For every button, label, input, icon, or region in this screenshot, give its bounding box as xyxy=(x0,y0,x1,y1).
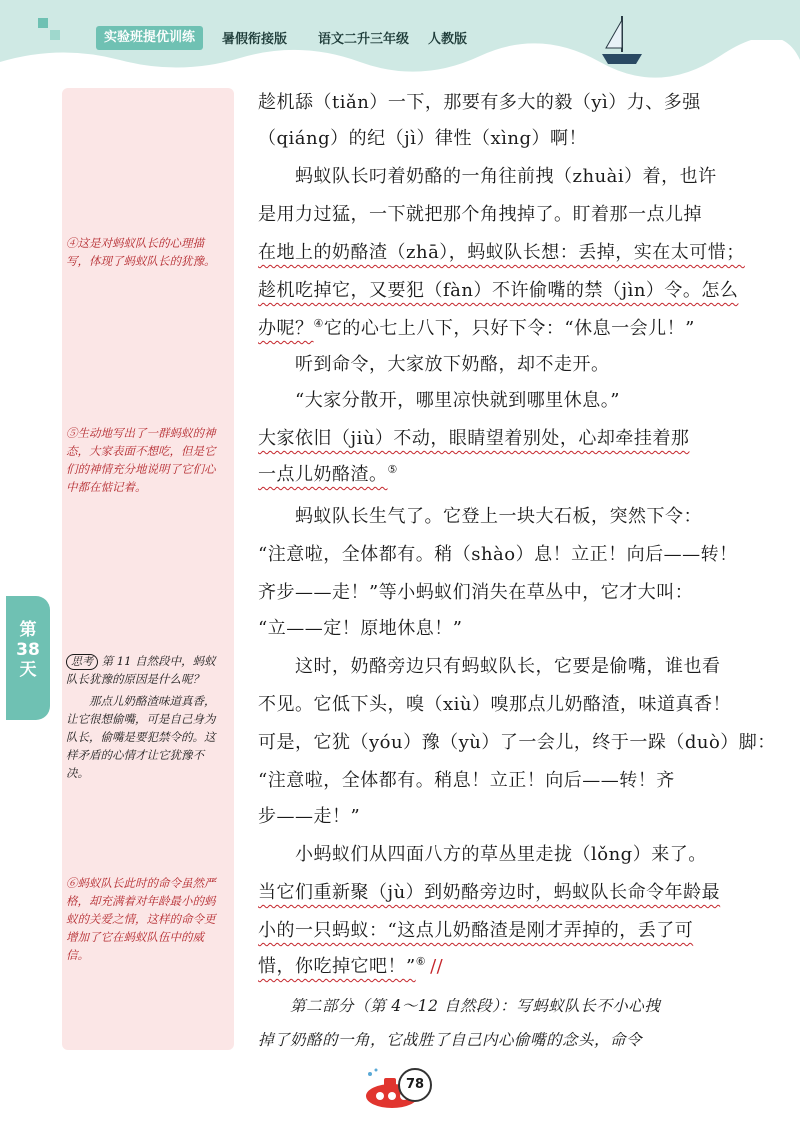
text-segment: 它的心七上八下，只好下令：“休息一会儿！” xyxy=(323,318,695,339)
page-number: 78 xyxy=(398,1068,432,1102)
sailboat-icon xyxy=(592,12,652,68)
text-line: “大家分散开，哪里凉快就到哪里休息。” xyxy=(258,390,620,411)
text-segment: 一点儿奶酪渣。 xyxy=(258,464,388,485)
text-line: “注意啦，全体都有。稍息！立正！向后——转！齐 xyxy=(258,770,675,791)
text-line: “注意啦，全体都有。稍（shào）息！立正！向后——转！ xyxy=(258,544,738,565)
text-line: 可是，它犹（yóu）豫（yù）了一会儿，终于一跺（duò）脚： xyxy=(258,732,776,753)
page-header xyxy=(0,0,800,78)
summary-line: 掉了奶酪的一角，它战胜了自己内心偷嘴的念头，命令 xyxy=(258,1031,643,1049)
think-box xyxy=(66,652,226,782)
text-line: 趁机吃掉它，又要犯（fàn）不许偷嘴的禁（jìn）令。怎么 xyxy=(258,280,739,301)
think-tag: 思考 xyxy=(66,654,98,670)
text-line: 不见。它低下头，嗅（xiù）嗅那点儿奶酪渣，味道真香！ xyxy=(258,694,731,715)
section-break-mark: // xyxy=(430,956,444,977)
text-line: 步——走！” xyxy=(258,806,361,827)
text-line: 小的一只蚂蚁：“这点儿奶酪渣是刚才弄掉的，丢了可 xyxy=(258,920,694,941)
text-line: （qiáng）的纪（jì）律性（xìng）啊！ xyxy=(258,128,587,149)
day-tab-suffix: 天 xyxy=(19,660,37,680)
text-line xyxy=(258,314,770,340)
annotation-5: ⑤生动地写出了一群蚂蚁的神态，大家表面不想吃，但是它们的神情充分地说明了它们心中都在惦记着。 xyxy=(66,426,216,494)
day-tab xyxy=(6,596,50,720)
text-line: 趁机舔（tiǎn）一下，那要有多大的毅（yì）力、多强 xyxy=(258,92,701,113)
day-tab-number: 38 xyxy=(16,640,40,660)
annotation-marker-4: ④ xyxy=(313,317,324,330)
text-line: 蚂蚁队长生气了。它登上一块大石板，突然下令： xyxy=(258,506,702,527)
text-segment: 办呢？ xyxy=(258,318,314,339)
annotation-6: ⑥蚂蚁队长此时的命令虽然严格，却充满着对年龄最小的蚂蚁的关爱之情，这样的命令更增加了它在蚂蚁队伍中的威信。 xyxy=(66,876,216,962)
text-line: 在地上的奶酪渣（zhā），蚂蚁队长想：丢掉，实在太可惜； xyxy=(258,242,745,263)
annotation-marker-6: ⑥ xyxy=(415,955,427,968)
text-line: 是用力过猛，一下就把那个角拽掉了。盯着那一点儿掉 xyxy=(258,204,702,225)
annotation-4: ④这是对蚂蚁队长的心理描写，体现了蚂蚁队长的犹豫。 xyxy=(66,236,216,268)
brand-logo-icon xyxy=(36,16,62,42)
publisher-label: 人教版 xyxy=(428,32,468,47)
text-segment: 惜，你吃掉它吧！” xyxy=(258,956,416,977)
text-line: 齐步——走！”等小蚂蚁们消失在草丛中，它才大叫： xyxy=(258,582,694,603)
text-line: 蚂蚁队长叼着奶酪的一角往前拽（zhuài）着，也许 xyxy=(258,166,717,187)
brand-title: 实验班提优训练 xyxy=(96,26,203,50)
edition-label: 暑假衔接版 xyxy=(222,32,288,47)
text-line xyxy=(258,460,770,486)
think-question: 第 11 自然段中，蚂蚁队长犹豫的原因是什么呢？ xyxy=(66,654,216,686)
text-line: 当它们重新聚（jù）到奶酪旁边时，蚂蚁队长命令年龄最 xyxy=(258,882,721,903)
text-line: “立——定！原地休息！” xyxy=(258,618,463,639)
text-line: 这时，奶酪旁边只有蚂蚁队长，它要是偷嘴，谁也看 xyxy=(258,656,721,677)
text-line xyxy=(258,952,770,978)
summary-line: 第二部分（第 4～12 自然段）：写蚂蚁队长不小心拽 xyxy=(258,997,661,1015)
think-answer: 那点儿奶酪渣味道真香，让它很想偷嘴，可是自己身为队长，偷嘴是要犯禁令的。这样矛盾的心情才让它犹豫不决。 xyxy=(66,694,216,780)
grade-label: 语文二升三年级 xyxy=(318,32,410,47)
text-line: 小蚂蚁们从四面八方的草丛里走拢（lǒng）来了。 xyxy=(258,844,707,865)
text-line: 大家依旧（jiù）不动，眼睛望着别处，心却牵挂着那 xyxy=(258,428,690,449)
day-tab-prefix: 第 xyxy=(19,620,37,640)
text-line: 听到命令，大家放下奶酪，却不走开。 xyxy=(258,354,610,375)
annotation-marker-5: ⑤ xyxy=(387,463,398,476)
